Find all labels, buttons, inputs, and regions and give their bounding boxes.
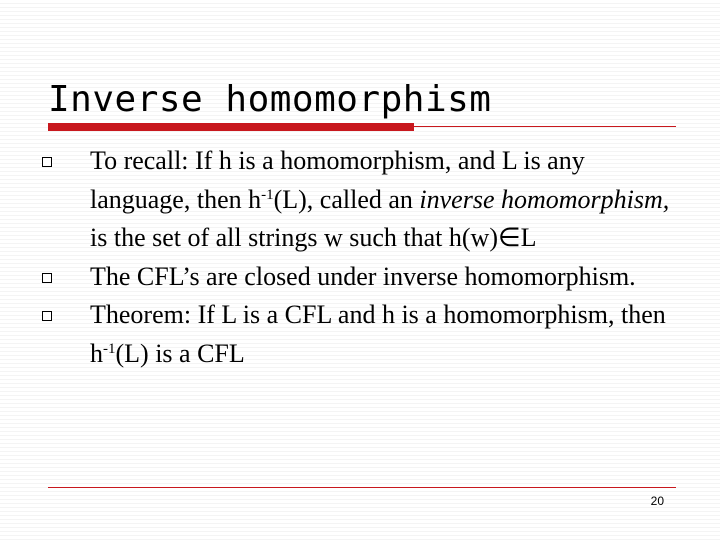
bullet-list [40,142,680,373]
italic-term: inverse homomorphism, [419,184,670,214]
slide-title: Inverse homomorphism [48,79,492,120]
title-underline-accent [48,123,414,131]
bullet-item-closure [40,258,680,297]
bullet-text: (L) is a CFL [115,338,245,368]
superscript: -1 [103,340,116,357]
bullet-text: (L), called an [273,184,420,214]
element-of-symbol: ∈ [498,223,521,252]
bullet-item-inverse-definition [40,142,680,258]
bullet-text: is the set of all strings w such that h(w) [90,223,498,252]
page-number: 20 [650,494,664,508]
hollow-square-bullet-icon [42,157,52,167]
bullet-text: The CFL’s are closed under inverse homomorphism. [90,261,636,291]
bullet-item-theorem [40,296,680,373]
hollow-square-bullet-icon [42,311,52,321]
bullet-text: L [520,223,537,252]
hollow-square-bullet-icon [42,273,52,283]
superscript: -1 [261,186,274,203]
bullet-text: Theorem: If L is a CFL and h is a homomorphism, then h [90,300,666,368]
bullet-text: To recall: If h is a homomorphism, and L is any language, then h [90,146,585,214]
footer-rule [48,487,676,488]
